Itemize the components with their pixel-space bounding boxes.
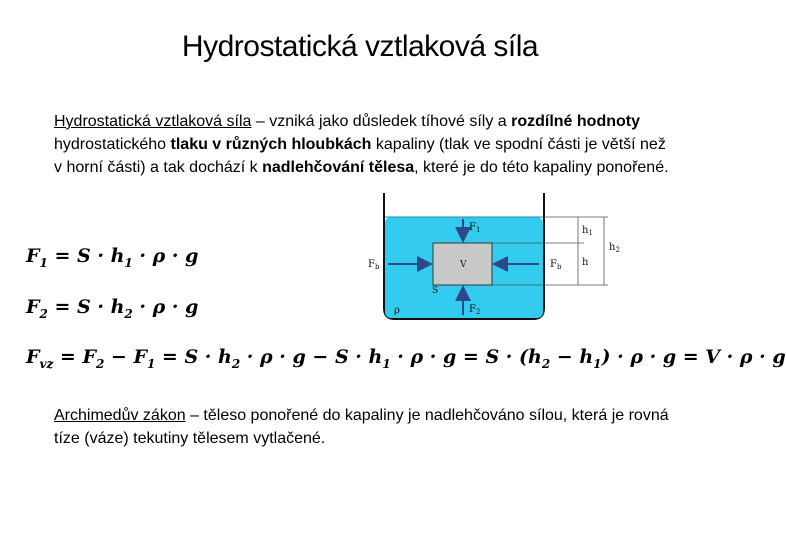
label-h2: $h_2$ <box>609 242 620 254</box>
label-h: h <box>582 257 589 268</box>
label-density: ρ <box>394 305 400 316</box>
page-title: Hydrostatická vztlaková síla <box>181 30 539 63</box>
label-volume: V <box>460 260 467 270</box>
definition-bold-2: tlaku v různých hloubkách <box>170 136 372 153</box>
formula-fvz: $F_{vz} = F_2 - F_1 = S \cdot h_2 \cdot \rho \cdot g - S \cdot h_1 \cdot \rho \cdot g = S \cdot (h_2 - h_1) \cdot \rho \cdot g = V \cdot \rho \cdot g$ <box>26 346 786 371</box>
definition-text-3: kapaliny (tlak ve spodní části je větší než v horní části) a tak dochází k <box>54 136 666 176</box>
definition-term: Hydrostatická vztlaková síla <box>54 113 252 130</box>
archimedes-paragraph <box>54 404 674 450</box>
label-fb-right: $F_b$ <box>550 259 562 271</box>
label-h1: $h_1$ <box>582 225 593 237</box>
buoyancy-diagram <box>358 193 668 325</box>
definition-text-1: – vzniká jako důsledek tíhové síly a <box>251 113 512 130</box>
definition-bold-3: nadlehčování tělesa <box>262 159 415 176</box>
label-f1: $F_1$ <box>469 222 481 234</box>
label-area: S <box>432 286 439 296</box>
formula-f1: $F_1 = S \cdot h_1 \cdot \rho \cdot g$ <box>26 245 199 270</box>
formula-f2: $F_2 = S \cdot h_2 \cdot \rho \cdot g$ <box>26 296 199 321</box>
definition-text-4: , které je do této kapaliny ponořené. <box>414 159 669 176</box>
archimedes-text: – těleso ponořené do kapaliny je nadlehčováno sílou, která je rovná tíze (váze) tekutiny tělesem vytlačené. <box>54 407 669 447</box>
archimedes-term: Archimedův zákon <box>54 407 186 424</box>
definition-text-2: hydrostatického <box>54 136 171 153</box>
label-f2: $F_2$ <box>469 304 481 316</box>
definition-bold-1: rozdílné hodnoty <box>511 113 640 130</box>
definition-paragraph <box>54 110 674 179</box>
label-fb-left: $F_b$ <box>368 259 380 271</box>
